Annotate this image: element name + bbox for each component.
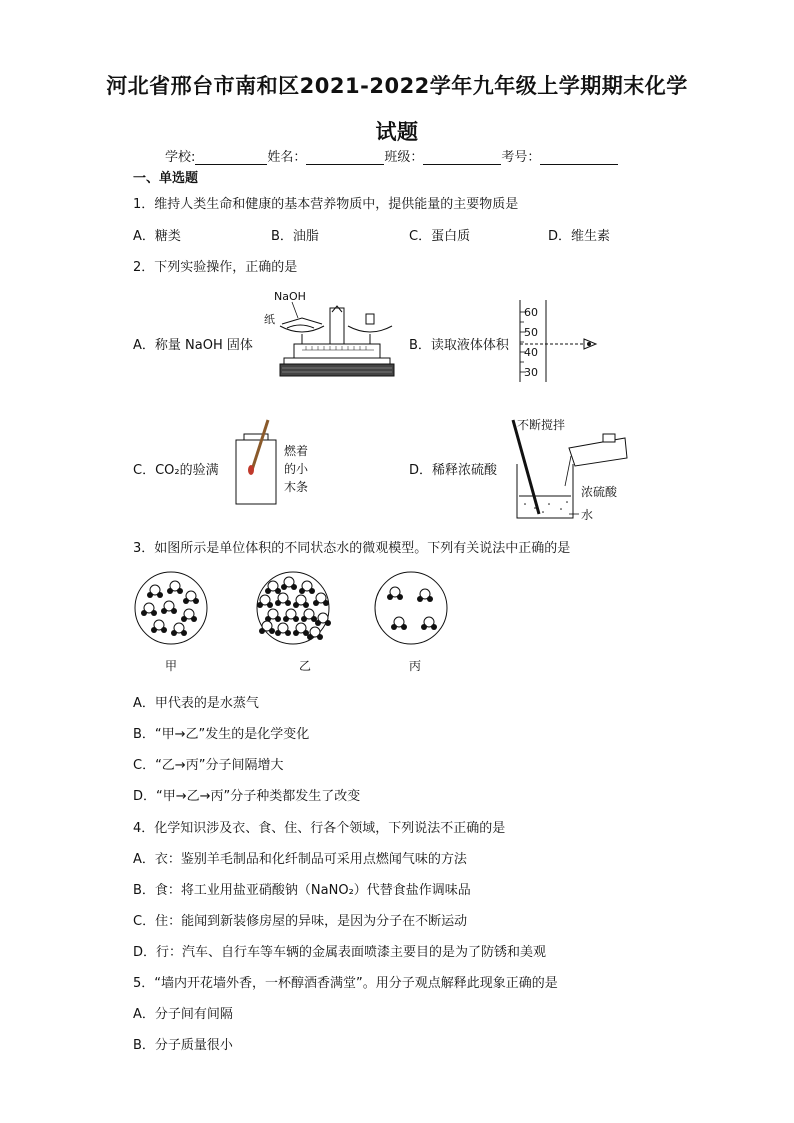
- tick-40: 40: [524, 346, 538, 359]
- model-bing: [375, 572, 447, 644]
- naoh-label: NaOH: [274, 290, 306, 303]
- q1-option-d[interactable]: D．维生素: [548, 229, 611, 244]
- q1-stem: 1．维持人类生命和健康的基本营养物质中，提供能量的主要物质是: [133, 197, 519, 212]
- class-field[interactable]: [423, 150, 501, 165]
- q4-stem: 4．化学知识涉及衣、食、住、行各个领域，下列说法不正确的是: [133, 821, 506, 836]
- q3-option-c[interactable]: C．“乙→丙”分子间隔增大: [133, 758, 284, 773]
- q1-option-b[interactable]: B．油脂: [271, 229, 319, 244]
- stick-label-3: 木条: [284, 480, 309, 494]
- school-field[interactable]: [195, 150, 267, 165]
- q1-option-c[interactable]: C．蛋白质: [409, 229, 471, 244]
- section-heading: 一、单选题: [133, 171, 199, 186]
- q2-option-b[interactable]: B．读取液体体积: [409, 338, 509, 353]
- name-label: 姓名：: [267, 150, 307, 165]
- page-title: 河北省邢台市南和区2021-2022学年九年级上学期期末化学: [106, 74, 688, 98]
- water-models-figure: [133, 570, 453, 680]
- q2-option-d[interactable]: D．稀释浓硫酸: [409, 463, 498, 478]
- q2-option-c[interactable]: C．CO₂的验满: [133, 463, 219, 478]
- paper-label: 纸: [264, 313, 275, 326]
- student-info: [165, 146, 618, 165]
- stick-label-2: 的小: [284, 462, 309, 476]
- q4-option-c[interactable]: C．住：能闻到新装修房屋的异味，是因为分子在不断运动: [133, 914, 468, 929]
- cylinder-figure: [516, 300, 600, 386]
- q4-option-d[interactable]: D．行：汽车、自行车等车辆的金属表面喷漆主要目的是为了防锈和美观: [133, 945, 547, 960]
- q1-option-a[interactable]: A．糖类: [133, 229, 181, 244]
- q3-option-d[interactable]: D．“甲→乙→丙”分子种类都发生了改变: [133, 789, 361, 804]
- q2-stem: 2．下列实验操作，正确的是: [133, 260, 298, 275]
- balance-figure: [262, 288, 392, 384]
- tick-60: 60: [524, 306, 538, 319]
- q3-option-b[interactable]: B．“甲→乙”发生的是化学变化: [133, 727, 310, 742]
- label-bing: 丙: [409, 659, 422, 673]
- water-label: 水: [581, 508, 594, 522]
- q4-option-b[interactable]: B．食：将工业用盐亚硝酸钠（NaNO₂）代替食盐作调味品: [133, 883, 471, 898]
- number-label: 考号：: [501, 150, 541, 165]
- stir-label: 不断搅拌: [517, 418, 566, 432]
- q5-option-a[interactable]: A．分子间有间隔: [133, 1007, 233, 1022]
- q5-stem: 5．“墙内开花墙外香，一杯醇酒香满堂”。用分子观点解释此现象正确的是: [133, 976, 558, 991]
- label-jia: 甲: [165, 659, 178, 673]
- q2-option-a[interactable]: A．称量 NaOH 固体: [133, 338, 253, 353]
- q3-stem: 3．如图所示是单位体积的不同状态水的微观模型。下列有关说法中正确的是: [133, 541, 571, 556]
- dilution-figure: [505, 414, 645, 526]
- gas-bottle-figure: [232, 418, 322, 514]
- school-label: 学校:: [165, 150, 196, 165]
- acid-label: 浓硫酸: [581, 485, 618, 499]
- q4-option-a[interactable]: A．衣：鉴别羊毛制品和化纤制品可采用点燃闻气味的方法: [133, 852, 467, 867]
- tick-50: 50: [524, 326, 538, 339]
- label-yi: 乙: [299, 659, 312, 673]
- q5-option-b[interactable]: B．分子质量很小: [133, 1038, 233, 1053]
- tick-30: 30: [524, 366, 538, 379]
- class-label: 班级：: [384, 150, 424, 165]
- stick-label-1: 燃着: [284, 444, 309, 458]
- page-title-line2: 试题: [375, 120, 419, 144]
- name-field[interactable]: [306, 150, 384, 165]
- q3-option-a[interactable]: A．甲代表的是水蒸气: [133, 696, 259, 711]
- number-field[interactable]: [540, 150, 618, 165]
